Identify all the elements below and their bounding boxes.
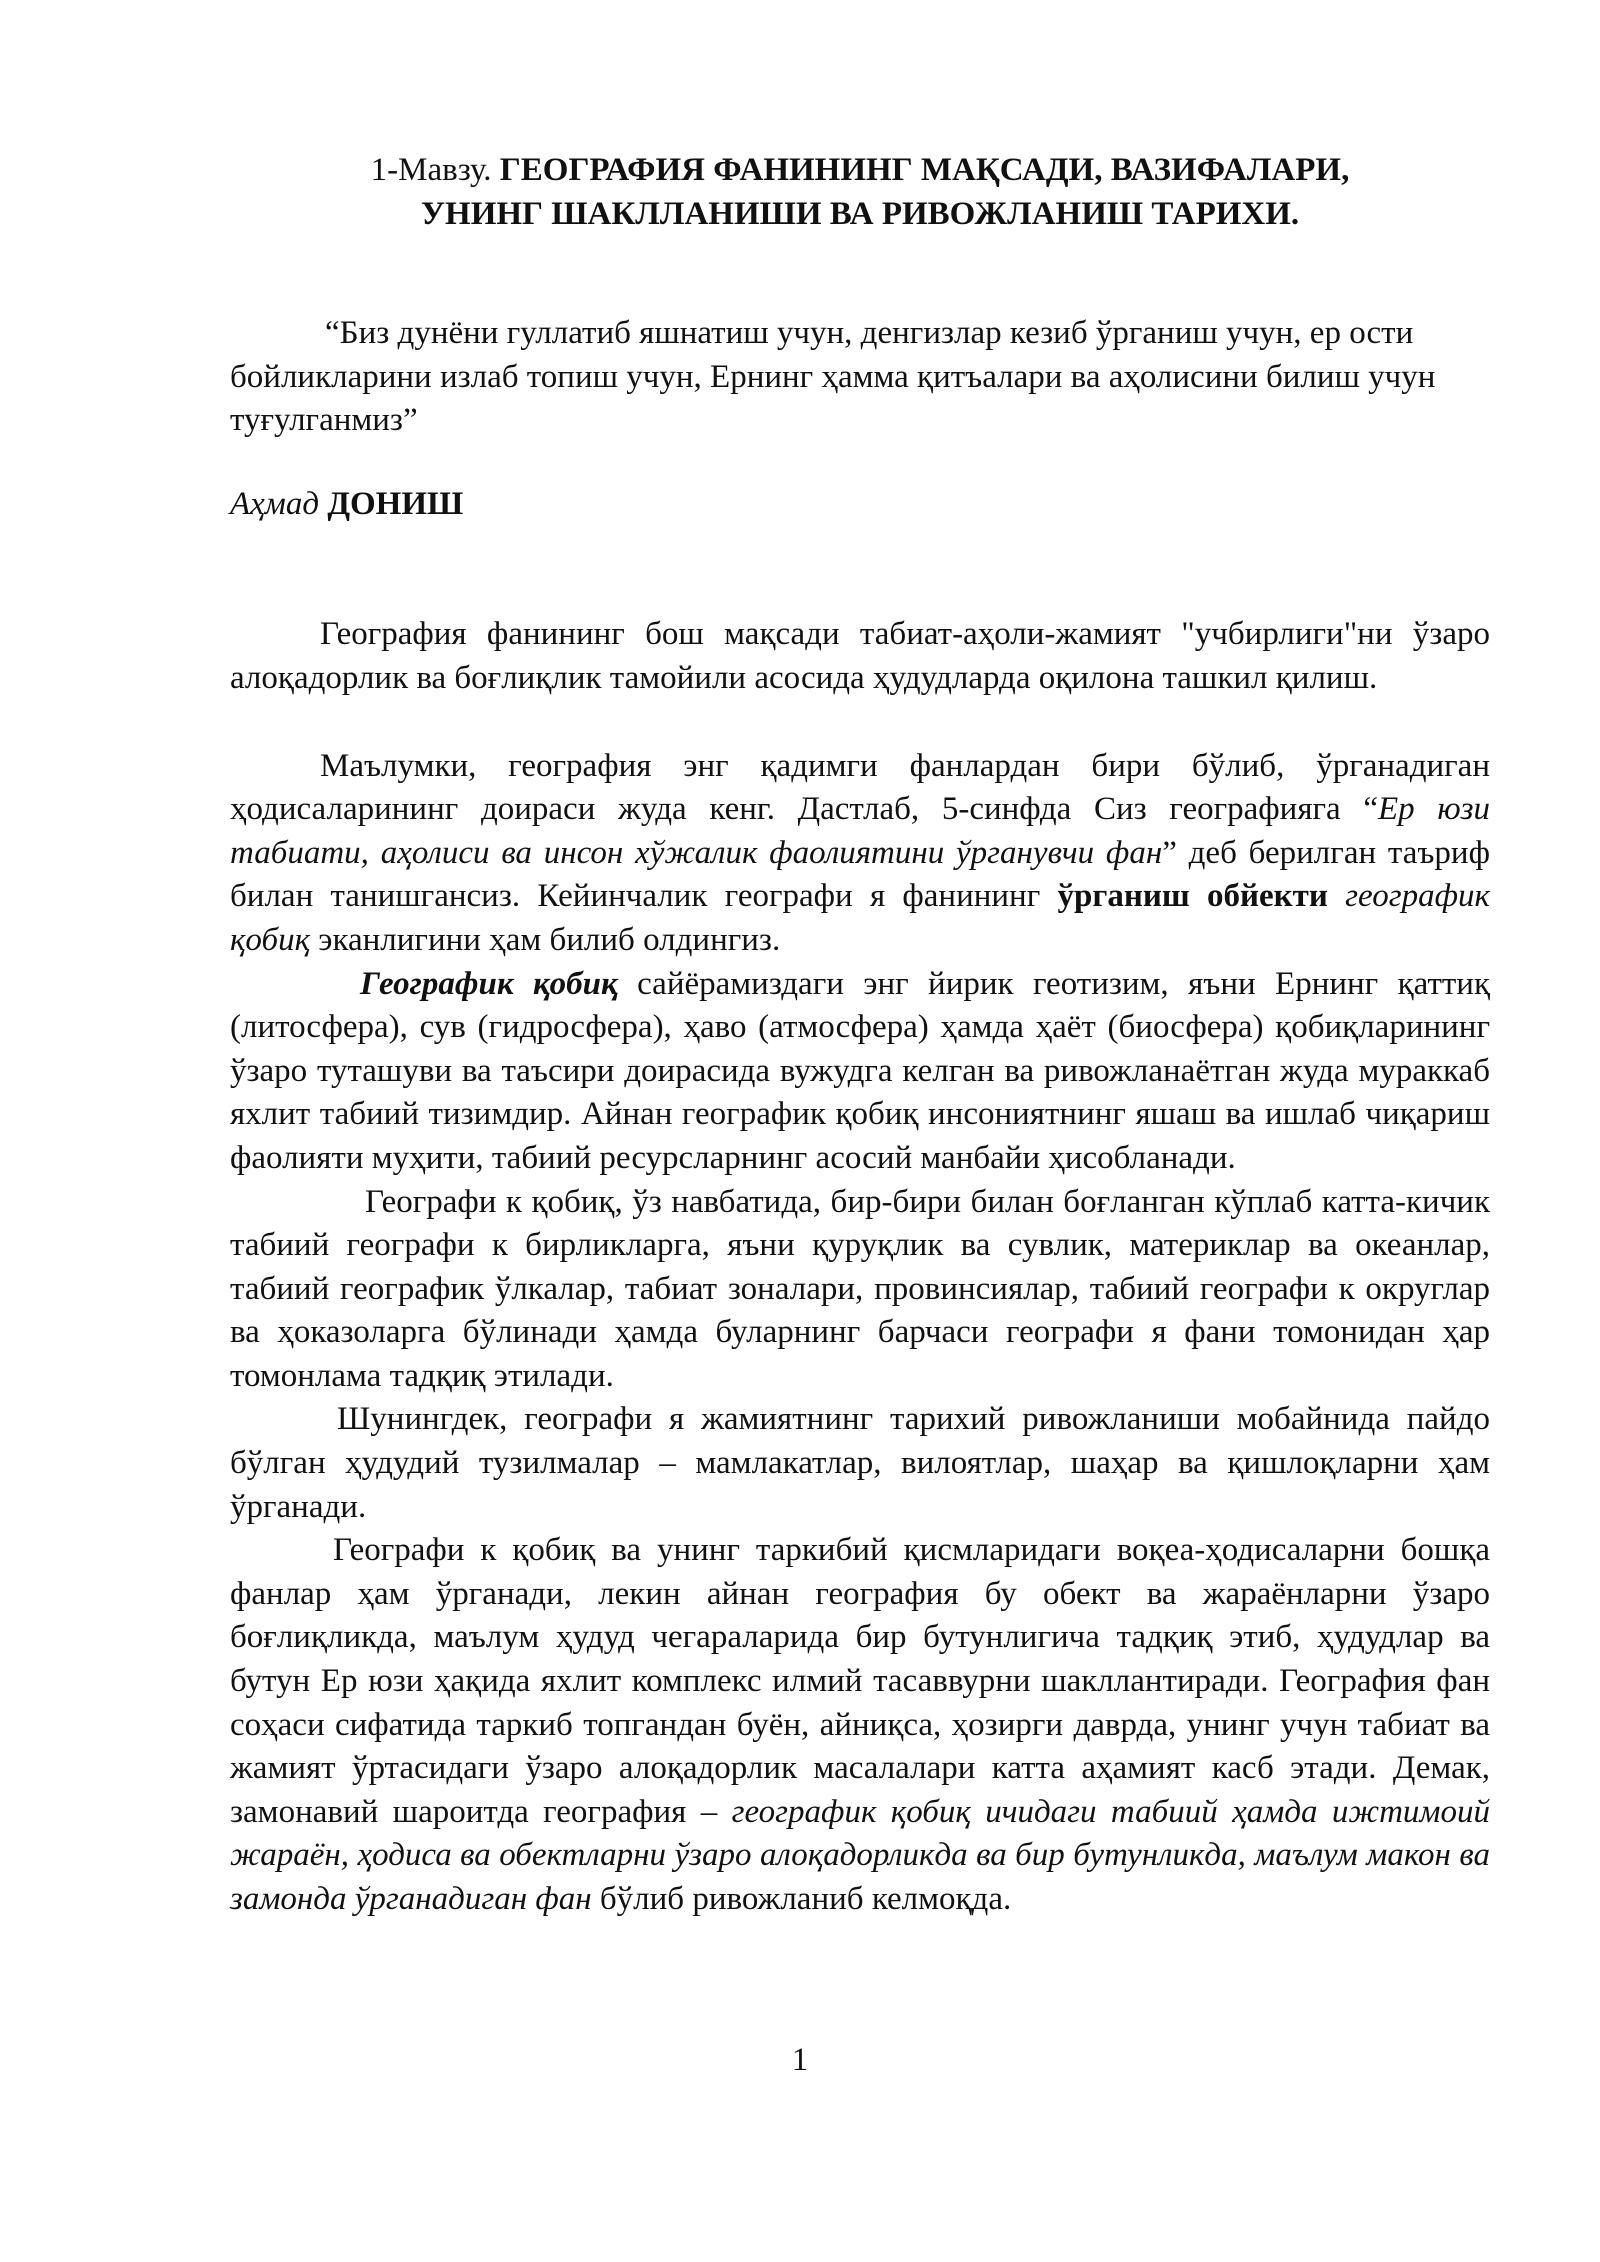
title-line1: ГЕОГРАФИЯ ФАНИНИНГ МАҚСАДИ, ВАЗИФАЛАРИ, xyxy=(491,152,1350,188)
page-title xyxy=(230,148,1490,236)
title-prefix: 1-Мавзу. xyxy=(370,152,492,188)
paragraph-divisions: Географи к қобиқ, ўз навбатида, бир-бири билан боғланган кўплаб катта-кичик табиий географи к бирликларга, яъни қуруқлик ва сувлик, материклар ва океанлар, табиий географик ўлкалар, табиат зоналари, провинсиялар, табиий географи к округлар ва ҳоказоларга бўлинади ҳамда буларнинг барчаси географи я фани томонидан ҳар томонлама тадқиқ этилади. xyxy=(230,1183,1490,1394)
paragraph-territorial: Шунингдек, географи я жамиятнинг тарихий ривожланиши мобайнида пайдо бўлган ҳудудий тузилмалар – мамлакатлар, вилоятлар, шаҳар ва қишлоқларни ҳам ўрганади. xyxy=(230,1401,1490,1525)
paragraph-conclusion-text-a: Географи к қобиқ ва унинг таркибий қисмларидаги воқеа-ҳодисаларни бошқа фанлар ҳам ўрганади, лекин айнан география бу обект ва жараёнларни ўзаро боғлиқликда, маълум ҳудуд чегараларида бир бутунлигича тадқиқ этиб, ҳудудлар ва бутун Ер юзи ҳақида яхлит комплекс илмий тасаввурни шакллантиради. География фан соҳаси сифатида таркиб топгандан буён, айниқса, ҳозирги даврда, унинг учун табиат ва жамият ўртасидаги ўзаро алоқадорлик масалалари катта аҳамият касб этади. Демак, замонавий шароитда география – xyxy=(230,1532,1490,1830)
paragraph-intro xyxy=(230,745,1490,963)
author-last-name: ДОНИШ xyxy=(327,485,464,522)
paragraph-intro-definition: Ер юзи табиати, аҳолиси ва инсон хўжалик фаолиятини ўрганувчи фан xyxy=(230,791,1490,871)
paragraph-intro-text-d: эканлигини ҳам билиб олдингиз. xyxy=(310,921,781,958)
paragraph-intro-text-a: Маълумки, география энг қадимги фанлардан бири бўлиб, ўрганадиган ҳодисаларининг доираси жуда кенг. Дастлаб, 5-синфда Сиз географияга “ xyxy=(230,747,1490,828)
paragraph-conclusion-text-b: бўлиб ривожланиб келмоқда. xyxy=(591,1881,1012,1917)
epigraph-author xyxy=(230,483,1490,527)
paragraph-intro-shell: географик қобиқ xyxy=(230,878,1490,958)
author-first-name: Аҳмад xyxy=(230,485,320,522)
paragraph-gap xyxy=(230,701,1490,745)
paragraph-geographic-shell xyxy=(230,963,1490,1181)
paragraph-intro-space xyxy=(1328,878,1345,914)
paragraph-conclusion xyxy=(230,1529,1490,1921)
paragraph-goal: География фанининг бош мақсади табиат-аҳоли-жамият "учбирлиги"ни ўзаро алоқадорлик ва боғлиқлик тамойили асосида ҳудудларда оқилона ташкил қилиш. xyxy=(230,616,1490,696)
document-page xyxy=(230,148,1490,1922)
paragraph-intro-text-b: ” деб берилган таъриф билан танишгансиз. Кейинчалик географи я фанининг xyxy=(230,834,1490,915)
title-line2: УНИНГ ШАКЛЛАНИШИ ВА РИВОЖЛАНИШ ТАРИХИ. xyxy=(420,196,1300,232)
term-geographic-shell: Географик қобиқ xyxy=(360,965,618,1002)
paragraph-conclusion-definition: географик қобиқ ичидаги табиий ҳамда ижтимоий жараён, ҳодиса ва обектларни ўзаро алоқадорликда ва бир бутунликда, маълум макон ва замонда ўрганадиган фан xyxy=(230,1793,1490,1917)
page-number: 1 xyxy=(791,2042,809,2078)
epigraph-quote: “Биз дунёни гуллатиб яшнатиш учун, денгизлар кезиб ўрганиш учун, ер ости бойликларини излаб топиш учун, Ернинг ҳамма қитъалари ва аҳолисини билиш учун туғулганмиз” xyxy=(230,315,1436,439)
paragraph-geographic-shell-text: сайёрамиздаги энг йирик геотизим, яъни Ернинг қаттиқ (литосфера), сув (гидросфера), ҳаво (атмосфера) ҳамда ҳаёт (биосфера) қобиқларининг ўзаро туташуви ва таъсири доирасида вужудга келган ва ривожланаётган жуда мураккаб яхлит табиий тизимдир. Айнан географик қобиқ инсониятнинг яшаш ва ишлаб чиқариш фаолияти муҳити, табиий ресурсларнинг асосий манбайи ҳисобланади. xyxy=(230,965,1490,1176)
paragraph-intro-object: ўрганиш обйекти xyxy=(1057,878,1328,915)
